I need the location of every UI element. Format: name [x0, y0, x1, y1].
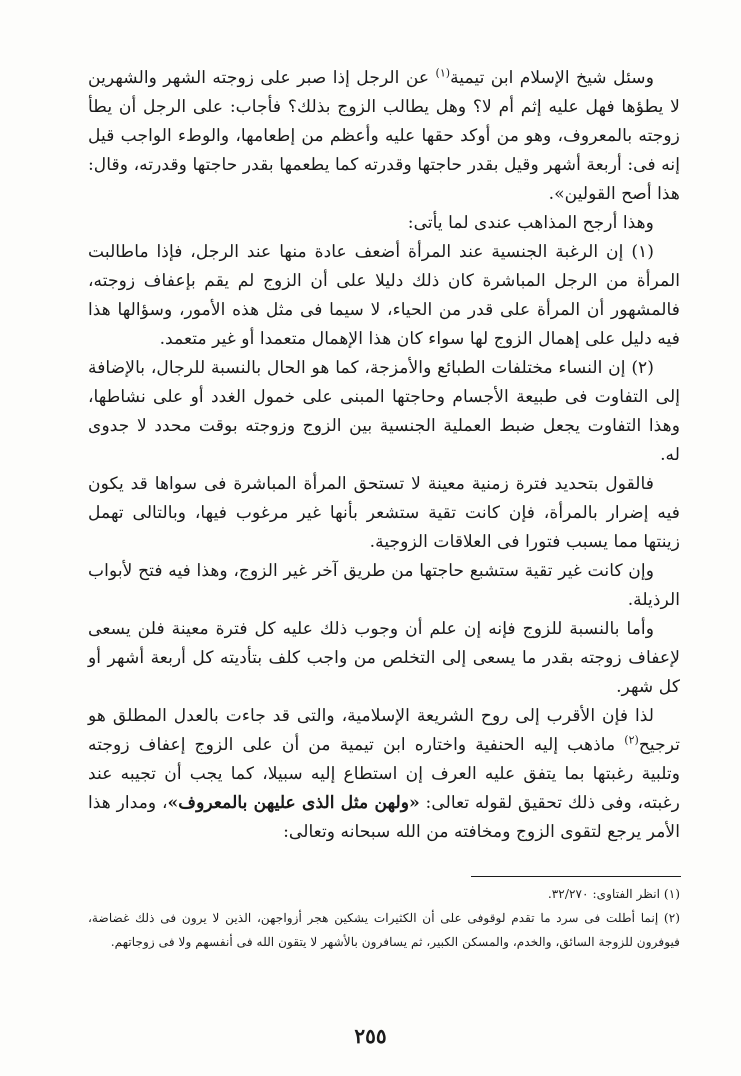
- text-run: عن الرجل إذا صبر على زوجته الشهر والشهرين لا يطؤها فهل عليه إثم أم لا؟ وهل يطالب الزوج بذلك؟ فأجاب: على الرجل أن يطأ زوجته بالمعروف، وهو من أوكد حقها عليه وأعظم من إطعامها، والوطء الواجب قيل إنه فى: أربعة أشهر وقيل بقدر حاجتها وقدرته كما يطعمها بقدر حاجتها وقدرته، وقال: هذا أصح القولين».: [88, 68, 680, 204]
- text-run: وأما بالنسبة للزوج فإنه إن علم أن وجوب ذلك عليه كل فترة معينة فلن يسعى لإعفاف زوجته بقدر ما يسعى إلى التخلص من واجب كلف بتأديته كل أربعة أشهر أو كل شهر.: [88, 619, 680, 697]
- paragraph: [88, 615, 680, 702]
- text-run: ، ومدار هذا الأمر يرجع لتقوى الزوج ومخافته من الله سبحانه وتعالى:: [88, 793, 680, 842]
- text-run: وإن كانت غير تقية ستشبع حاجتها من طريق آخر غير الزوج، وهذا فيه فتح لأبواب الرذيلة.: [88, 561, 680, 610]
- footnote: (١) انظر الفتاوى: ٣٢/٢٧٠.: [547, 887, 680, 901]
- footnotes: [88, 882, 680, 954]
- paragraph: [88, 64, 680, 209]
- quran-quote: «ولهن مثل الذى عليهن بالمعروف»: [167, 793, 420, 813]
- text-run: لذا فإن الأقرب إلى روح الشريعة الإسلامية، والتى قد جاءت بالعدل المطلق هو ترجيح: [88, 706, 680, 755]
- footnote: (٢) إنما أطلت فى سرد ما تقدم لوقوفى على أن الكثيرات يشكين هجر أزواجهن، الذين لا يرون فى ذلك غضاضة، فيوفرون للزوجة السائق، والخدم، والمسكن الكبير، ثم يسافرون بالأشهر لا يتقون الله فى أنفسهم ولا فى زوجاتهم.: [88, 911, 680, 949]
- text-run: وسئل شيخ الإسلام ابن تيمية: [450, 68, 654, 88]
- paragraph: [88, 702, 680, 847]
- footnote-ref: (٢): [624, 733, 639, 747]
- text-run: وهذا أرجح المذاهب عندى لما يأتى:: [407, 213, 654, 233]
- paragraph: [88, 557, 680, 615]
- main-text: [88, 64, 680, 847]
- paragraph: [88, 354, 680, 470]
- paragraph: [88, 209, 680, 238]
- text-run: ماذهب إليه الحنفية واختاره ابن تيمية من أن على الزوج إعفاف زوجته وتلبية رغبتها بما يتفق عليه العرف إن استطاع إليه سبيلا، كما يجب أن تجيبه عند رغبته، وفى ذلك تحقيق لقوله تعالى:: [88, 735, 680, 813]
- text-run: (٢) إن النساء مختلفات الطبائع والأمزجة، كما هو الحال بالنسبة للرجال، بالإضافة إلى التفاوت فى طبيعة الأجسام وحاجتها المبنى على خمول الغدد أو على نشاطها، وهذا التفاوت يجعل ضبط العملية الجنسية بين الزوج وزوجته بوقت محدد لا جدوى له.: [88, 358, 680, 465]
- text-run: (١) إن الرغبة الجنسية عند المرأة أضعف عادة منها عند الرجل، فإذا ماطالبت المرأة من الرجل المباشرة كان ذلك دليلا على أن الزوج لم يقم بإعفاف زوجته، فالمشهور أن المرأة على قدر من الحياء، لا سيما فى مثل هذه الأمور، وسؤالها هذا فيه دليل على إهمال الزوج لها سواء كان هذا الإهمال متعمدا أو غير متعمد.: [88, 242, 680, 349]
- footnote-divider: [471, 876, 681, 877]
- page-number: ٢٥٥: [354, 1024, 387, 1048]
- footnote-ref: (١): [435, 66, 451, 80]
- paragraph: [88, 238, 680, 354]
- text-run: فالقول بتحديد فترة زمنية معينة لا تستحق المرأة المباشرة فى سواها قد يكون فيه إضرار بالمرأة، فإن كانت تقية ستشعر بأنها غير مرغوب فيها، وبالتالى تهمل زينتها مما يسبب فتورا فى العلاقات الزوجية.: [88, 474, 680, 552]
- paragraph: [88, 470, 680, 557]
